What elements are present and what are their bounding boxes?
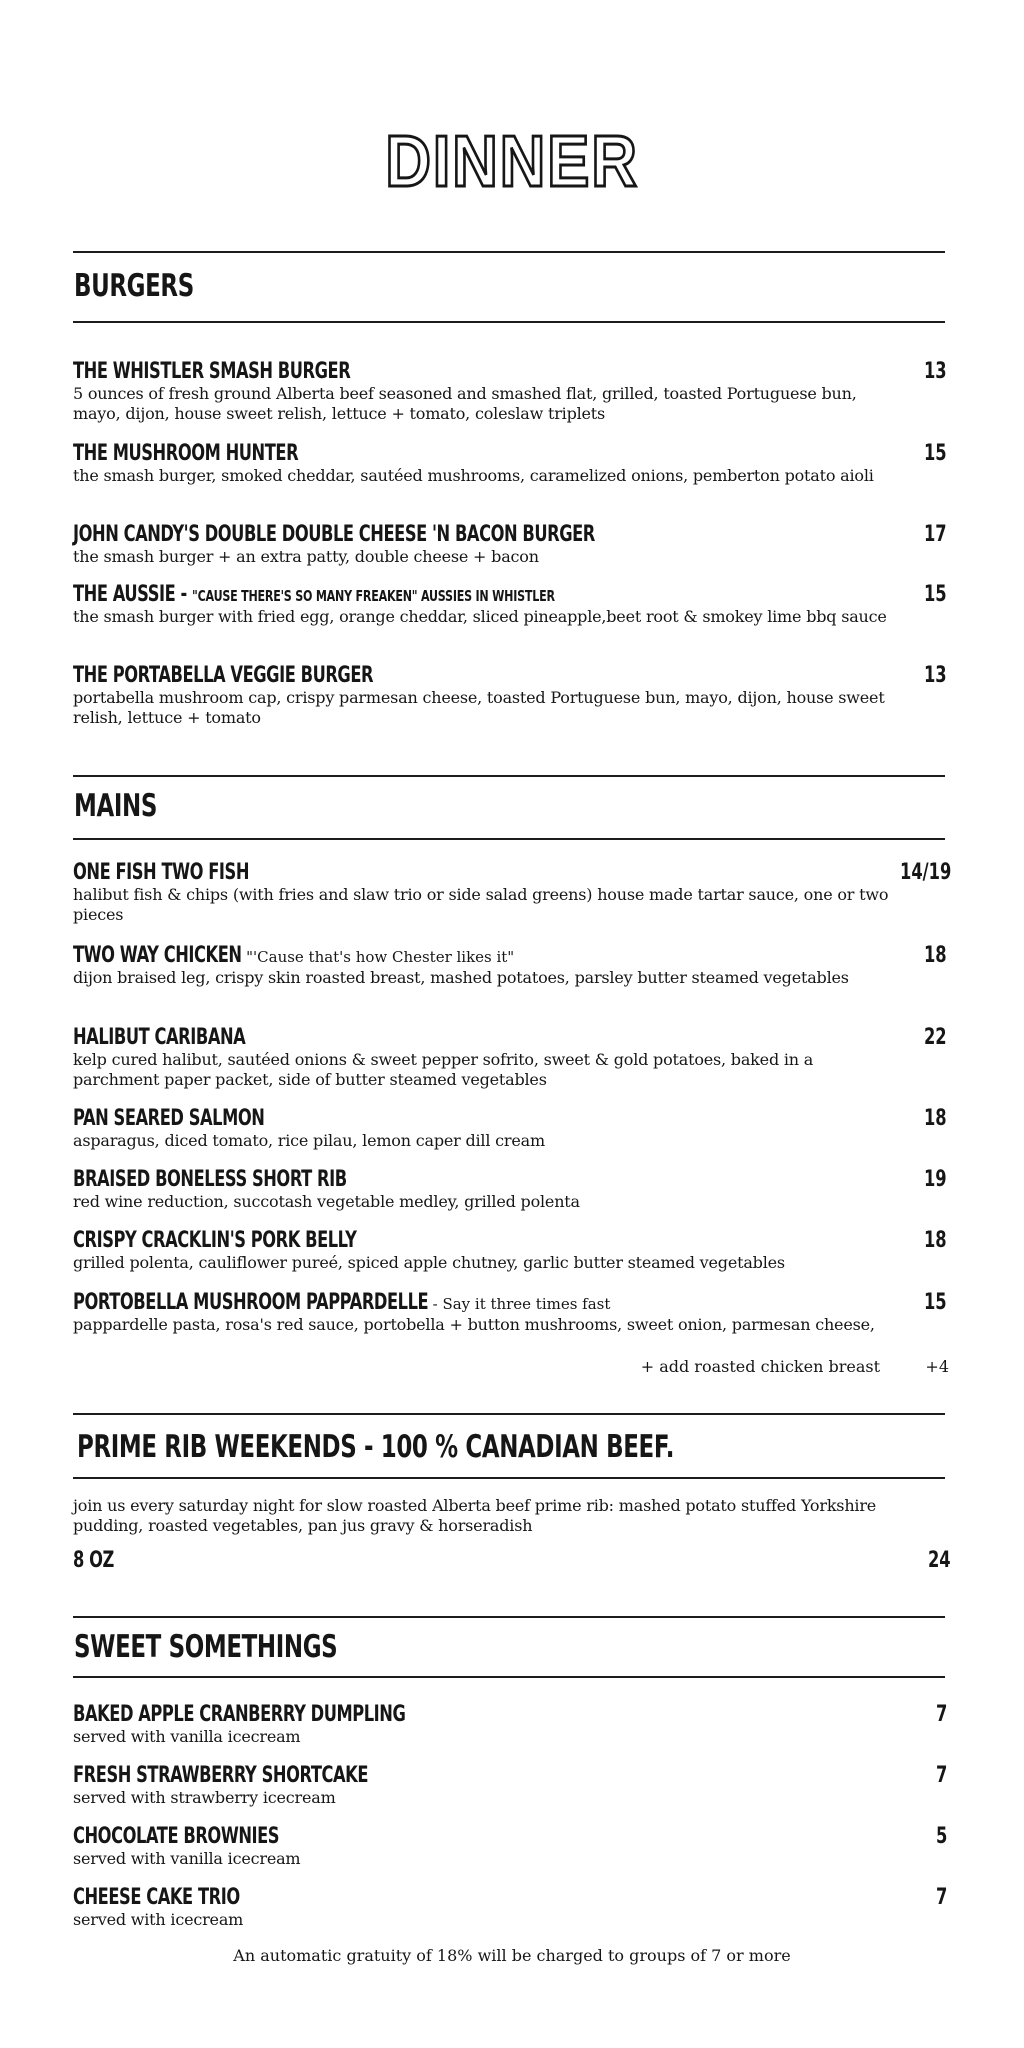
item-price: 19 <box>924 1167 947 1192</box>
gratuity-note: An automatic gratuity of 18% will be charged to groups of 7 or more <box>233 1946 791 1965</box>
prime-rib-description: join us every saturday night for slow roasted Alberta beef prime rib: mashed potato stuffed Yorkshire pudding, roasted vegetables, pan jus gravy & horseradish <box>73 1496 877 1535</box>
item-description: red wine reduction, succotash vegetable medley, grilled polenta <box>73 1192 580 1211</box>
item-description: 5 ounces of fresh ground Alberta beef seasoned and smashed flat, grilled, toasted Portuguese bun, mayo, dijon, house sweet relish, lettuce + tomato, coleslaw triplets <box>73 384 857 423</box>
item-name-note: "'Cause that's how Chester likes it" <box>246 948 515 966</box>
menu-item-two-way-chicken <box>73 941 953 988</box>
item-description: kelp cured halibut, sautéed onions & sweet pepper sofrito, sweet & gold potatoes, baked in a parchment paper packet, side of butter steamed vegetables <box>73 1050 814 1089</box>
item-name-main: TWO WAY CHICKEN <box>73 943 242 968</box>
item-name: CHOCOLATE BROWNIES <box>73 1824 280 1849</box>
section-divider <box>73 321 945 323</box>
item-price: 7 <box>935 1885 947 1910</box>
item-price: 15 <box>924 1290 947 1315</box>
item-description: pappardelle pasta, rosa's red sauce, portobella + button mushrooms, sweet onion, parmesan cheese, <box>73 1315 875 1334</box>
addon-label: + add roasted chicken breast <box>640 1357 880 1376</box>
item-price: 15 <box>924 582 947 607</box>
item-description: served with icecream <box>73 1910 244 1929</box>
menu-item-strawberry-shortcake <box>73 1761 953 1808</box>
section-divider <box>73 1616 945 1618</box>
item-name <box>73 580 555 611</box>
item-price: 18 <box>924 943 947 968</box>
item-name: FRESH STRAWBERRY SHORTCAKE <box>73 1763 368 1788</box>
addon-price: +4 <box>925 1357 949 1376</box>
item-price: 13 <box>924 359 947 384</box>
prime-rib-description-block <box>73 1496 953 1536</box>
menu-title: DINNER <box>385 122 639 202</box>
menu-item-pappardelle <box>73 1288 953 1335</box>
menu-item-john-candy-burger <box>73 520 953 567</box>
item-name-main: PORTOBELLA MUSHROOM PAPPARDELLE <box>73 1290 429 1315</box>
item-name-main: THE AUSSIE - <box>73 582 193 607</box>
item-name: THE WHISTLER SMASH BURGER <box>73 359 351 384</box>
item-name: BRAISED BONELESS SHORT RIB <box>73 1167 347 1192</box>
menu-item-cheese-cake-trio <box>73 1883 953 1930</box>
item-description: served with vanilla icecream <box>73 1727 301 1746</box>
item-price: 14/19 <box>899 860 951 885</box>
item-price: 18 <box>924 1106 947 1131</box>
menu-item-whistler-smash-burger <box>73 357 953 424</box>
menu-item-braised-short-rib <box>73 1165 953 1212</box>
item-description: served with strawberry icecream <box>73 1788 336 1807</box>
item-name: THE PORTABELLA VEGGIE BURGER <box>73 663 374 688</box>
menu-item-mushroom-hunter <box>73 439 953 486</box>
item-description: portabella mushroom cap, crispy parmesan cheese, toasted Portuguese bun, mayo, dijon, house sweet relish, lettuce + tomato <box>73 688 885 727</box>
item-description: the smash burger with fried egg, orange cheddar, sliced pineapple,beet root & smokey lime bbq sauce <box>73 607 887 626</box>
section-divider <box>73 1413 945 1415</box>
item-name: BAKED APPLE CRANBERRY DUMPLING <box>73 1702 406 1727</box>
item-name: CHEESE CAKE TRIO <box>73 1885 240 1910</box>
section-title-burgers: BURGERS <box>74 268 194 304</box>
menu-item-portabella-veggie-burger <box>73 661 953 728</box>
addon-row <box>73 1356 953 1378</box>
item-price: 22 <box>924 1025 947 1050</box>
menu-item-halibut-caribana <box>73 1023 953 1090</box>
item-name: CRISPY CRACKLIN'S PORK BELLY <box>73 1228 357 1253</box>
item-description: the smash burger, smoked cheddar, sautéed mushrooms, caramelized onions, pemberton potato aioli <box>73 466 874 485</box>
menu-item-one-fish-two-fish <box>73 858 953 925</box>
prime-rib-portion-row <box>73 1546 953 1576</box>
section-title-mains: MAINS <box>74 788 157 824</box>
item-name: HALIBUT CARIBANA <box>73 1025 246 1050</box>
menu-item-pan-seared-salmon <box>73 1104 953 1151</box>
menu-item-the-aussie <box>73 580 953 627</box>
item-price: 18 <box>924 1228 947 1253</box>
item-price: 15 <box>924 441 947 466</box>
section-divider <box>73 1676 945 1678</box>
menu-item-apple-cranberry-dumpling <box>73 1700 953 1747</box>
item-description: served with vanilla icecream <box>73 1849 301 1868</box>
section-divider <box>73 251 945 253</box>
section-title-sweet-somethings: SWEET SOMETHINGS <box>74 1629 338 1665</box>
item-description: dijon braised leg, crispy skin roasted breast, mashed potatoes, parsley butter steamed vegetables <box>73 968 849 987</box>
item-description: the smash burger + an extra patty, double cheese + bacon <box>73 547 539 566</box>
menu-item-chocolate-brownies <box>73 1822 953 1869</box>
item-price: 13 <box>924 663 947 688</box>
item-price: 17 <box>924 522 947 547</box>
item-price: 5 <box>935 1824 947 1849</box>
item-name: THE MUSHROOM HUNTER <box>73 441 299 466</box>
item-price: 7 <box>935 1763 947 1788</box>
item-name <box>73 1288 611 1319</box>
menu-item-pork-belly <box>73 1226 953 1273</box>
item-description: asparagus, diced tomato, rice pilau, lemon caper dill cream <box>73 1131 545 1150</box>
item-name: ONE FISH TWO FISH <box>73 860 250 885</box>
section-divider <box>73 1477 945 1479</box>
item-name: PAN SEARED SALMON <box>73 1106 265 1131</box>
portion-size: 8 OZ <box>73 1548 114 1573</box>
section-title-prime-rib: PRIME RIB WEEKENDS - 100 % CANADIAN BEEF. <box>77 1429 675 1465</box>
item-description: halibut fish & chips (with fries and slaw trio or side salad greens) house made tartar sauce, one or two pieces <box>73 885 889 924</box>
item-name-subtitle: "CAUSE THERE'S SO MANY FREAKEN" AUSSIES IN WHISTLER <box>192 587 555 605</box>
section-divider <box>73 838 945 840</box>
item-price: 7 <box>935 1702 947 1727</box>
item-name: JOHN CANDY'S DOUBLE DOUBLE CHEESE 'N BACON BURGER <box>73 522 595 547</box>
item-name <box>73 941 515 972</box>
item-name-note: - Say it three times fast <box>432 1295 611 1313</box>
item-price: 24 <box>928 1548 951 1573</box>
item-description: grilled polenta, cauliflower pureé, spiced apple chutney, garlic butter steamed vegetables <box>73 1253 785 1272</box>
section-divider <box>73 775 945 777</box>
